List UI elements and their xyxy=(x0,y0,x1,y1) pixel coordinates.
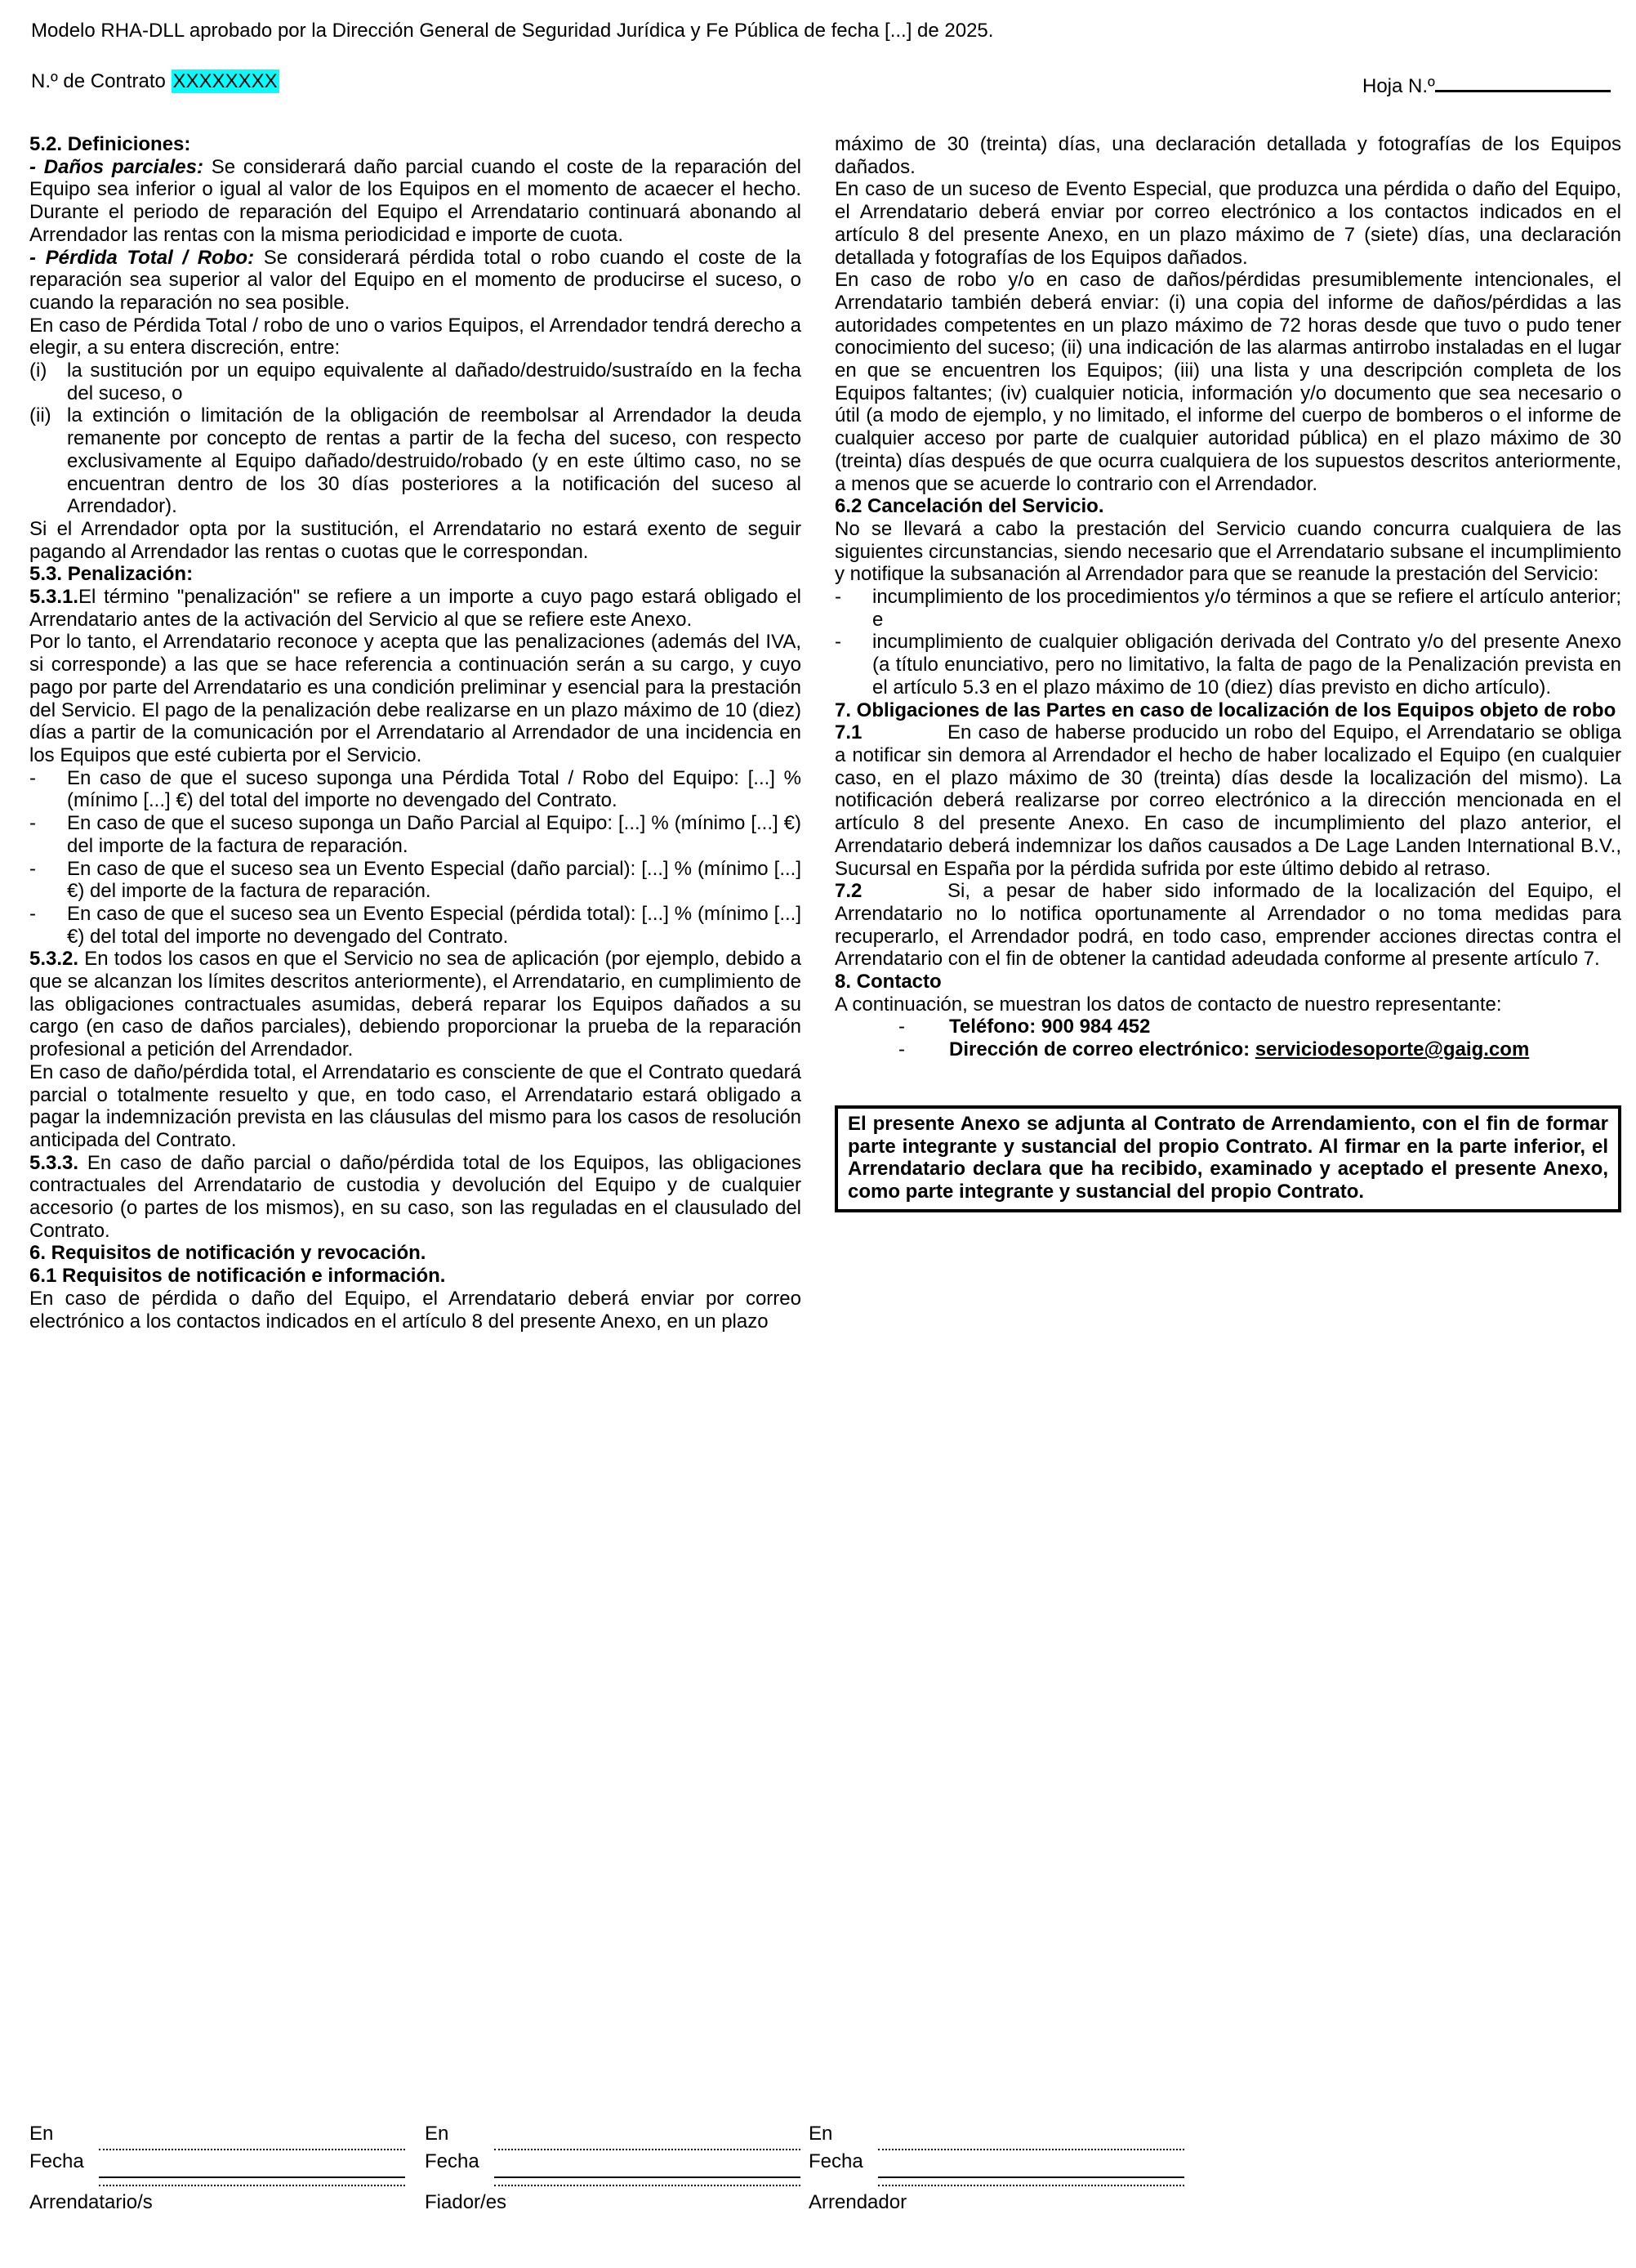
section-heading xyxy=(835,971,1621,993)
text-run: Si el Arrendador opta por la sustitución, el Arrendatario no estará exento de seguir pagando al Arrendador las rentas o cuotas que le correspondan. xyxy=(29,517,801,563)
text-run: 6. Requisitos de notificación y revocación. xyxy=(29,1242,426,1265)
paragraph xyxy=(29,247,801,315)
text-run: 5.2. Definiciones: xyxy=(29,133,191,155)
text-run: En caso de haberse producido un robo del Equipo, el Arrendatario se obliga a notificar sin demora al Arrendador el hecho de haber localizado el Equipo (en cualquier caso, en el plazo máximo de 30 (treinta) días desde la localización del mismo). La notificación deberá realizarse por correo electrónico a la dirección mencionada en el artículo 8 del presente Anexo. En caso de incumplimiento del plazo anterior, el Arrendatario deberá indemnizar los daños causados a De Lage Landen International B.V., Sucursal en España por la pérdida sufrida por este último debido al retraso. xyxy=(835,721,1621,880)
text-run: En caso de que el suceso sea un Evento Especial (daño parcial): [...] % (mínimo [...] €) del importe de la factura de reparación. xyxy=(67,857,801,903)
text-run: la sustitución por un equipo equivalente al dañado/destruido/sustraído en la fecha del suceso, o xyxy=(67,359,801,404)
date-field[interactable] xyxy=(878,2157,1184,2178)
approval-line: Modelo RHA-DLL aprobado por la Dirección General de Seguridad Jurídica y Fe Pública de fecha [...] de 2025. xyxy=(31,20,994,42)
list-marker: (i) xyxy=(29,359,47,382)
paragraph xyxy=(835,721,1621,880)
text-run: En caso de daño/pérdida total, el Arrendatario es consciente de que el Contrato quedará parcial o totalmente resuelto y que, en todo caso, el Arrendatario estará obligado a pagar la indemnización prevista en las cláusulas del mismo para los casos de resolución anticipada del Contrato. xyxy=(29,1060,801,1151)
date-label: Fecha xyxy=(809,2150,863,2172)
date-field[interactable] xyxy=(494,2157,800,2178)
list-item xyxy=(29,903,801,948)
text-run: máximo de 30 (treinta) días, una declaración detallada y fotografías de los Equipos dañados. xyxy=(835,133,1621,178)
signature-rule xyxy=(878,2178,1184,2186)
sheet-number-field[interactable] xyxy=(1435,70,1611,92)
list-item xyxy=(29,858,801,903)
place-label: En xyxy=(425,2123,449,2145)
list-item xyxy=(29,767,801,812)
date-label: Fecha xyxy=(425,2150,479,2172)
signature-block-fiador xyxy=(425,2123,810,2214)
text-run: - Pérdida Total / Robo: xyxy=(29,246,264,269)
section-heading xyxy=(29,133,801,156)
text-run: 8. Contacto xyxy=(835,971,942,993)
text-run: - Daños parciales: xyxy=(29,155,212,178)
text-run: Teléfono: 900 984 452 xyxy=(949,1016,1151,1038)
text-run: En caso de que el suceso sea un Evento Especial (pérdida total): [...] % (mínimo [...] €) del total del importe no devengado del Contrato. xyxy=(67,902,801,948)
list-marker: - xyxy=(835,586,841,609)
section-heading xyxy=(29,1242,801,1265)
place-field[interactable] xyxy=(99,2124,405,2150)
paragraph xyxy=(29,315,801,359)
date-field[interactable] xyxy=(99,2157,405,2178)
list-marker: - xyxy=(835,631,841,654)
party-label: Fiador/es xyxy=(425,2191,507,2213)
section-heading xyxy=(29,1265,801,1288)
list-item xyxy=(835,586,1621,631)
paragraph xyxy=(29,156,801,247)
text-run: En caso de un suceso de Evento Especial, que produzca una pérdida o daño del Equipo, el Arrendatario deberá enviar por correo electrónico a los contactos indicados en el artículo 8 del presente Anexo, en un plazo máximo de 7 (siete) días, una declaración detallada y fotografías de los Equipos dañados. xyxy=(835,178,1621,269)
text-run: En todos los casos en que el Servicio no sea de aplicación (por ejemplo, debido a que se alcanzan los límites descritos anteriormente), el Arrendatario, en cumplimiento de las obligaciones contractuales asumidas, deberá reparar los Equipos dañados a su cargo (en caso de daños parciales), debiendo proporcionar la prueba de la reparación profesional a petición del Arrendador. xyxy=(29,948,802,1061)
paragraph xyxy=(29,1288,801,1333)
place-label: En xyxy=(29,2123,54,2145)
text-run: 5.3. Penalización: xyxy=(29,563,194,586)
text-run: Se considerará daño parcial cuando el coste de la reparación del Equipo sea inferior o igual al valor de los Equipos en el momento de acaecer el hecho. Durante el periodo de reparación del Equipo el Arrendatario continuará abonando al Arrendador las rentas con la misma periodicidad e importe de cuota. xyxy=(29,155,801,246)
paragraph xyxy=(835,993,1621,1016)
contract-number-highlight[interactable]: XXXXXXXX xyxy=(172,70,278,92)
signature-rule xyxy=(99,2178,405,2186)
place-row xyxy=(425,2123,810,2150)
section-heading xyxy=(29,563,801,586)
paragraph xyxy=(835,269,1621,495)
paragraph xyxy=(29,1061,801,1152)
paragraph xyxy=(29,948,801,1061)
list-item xyxy=(835,1016,1621,1038)
text-run: 6.1 Requisitos de notificación e información. xyxy=(29,1265,446,1288)
list-marker: - xyxy=(898,1016,905,1038)
text-run: 5.3.3. xyxy=(29,1151,87,1174)
paragraph xyxy=(835,880,1621,971)
list-item xyxy=(835,631,1621,699)
text-run: A continuación, se muestran los datos de contacto de nuestro representante: xyxy=(835,993,1502,1016)
text-run: El término "penalización" se refiere a un importe a cuyo pago estará obligado el Arrendatario antes de la activación del Servicio al que se refiere este Anexo. xyxy=(29,586,801,631)
list-marker: - xyxy=(29,812,36,835)
place-label: En xyxy=(809,2123,833,2145)
notice-box xyxy=(835,1105,1621,1212)
text-run: incumplimiento de los procedimientos y/o términos a que se refiere el artículo anterior; e xyxy=(872,586,1621,631)
place-field[interactable] xyxy=(494,2124,800,2150)
right-column xyxy=(835,133,1621,1212)
text-run: En caso de robo y/o en caso de daños/pérdidas presumiblemente intencionales, el Arrendatario también deberá enviar: (i) una copia del informe de daños/pérdidas a las autoridades competentes en un plazo máximo de 72 horas desde que tuvo o pudo tener conocimiento del suceso; (ii) una indicación de las alarmas antirrobo instaladas en el lugar en que se encuentren los Equipos; (iii) una lista y una descripción completa de los Equipos faltantes; (iv) cualquier noticia, información y/o documento que sea necesario o útil (a modo de ejemplo, y no limitado, el informe del cuerpo de bomberos o el informe de cualquier acceso por parte de cualquier autoridad pública) en el plazo máximo de 30 (treinta) días después de que ocurra cualquiera de los supuestos descritos anteriormente, a menos que se acuerde lo contrario con el Arrendador. xyxy=(835,269,1621,495)
date-row xyxy=(425,2150,810,2178)
text-run: En caso de daño parcial o daño/pérdida total de los Equipos, las obligaciones contractuales del Arrendatario de custodia y devolución del Equipo y de cualquier accesorio (o partes de los mismos), en su caso, son las reguladas en el clausulado del Contrato. xyxy=(29,1151,801,1242)
signature-rule xyxy=(494,2178,800,2186)
date-row xyxy=(809,2150,1194,2178)
text-run: la extinción o limitación de la obligación de reembolsar al Arrendador la deuda remanente por concepto de rentas a partir de la fecha del suceso, con respecto exclusivamente al Equipo dañado/destruido/robado (y en este último caso, no se encuentran dentro de los 30 días posteriores a la notificación del suceso al Arrendador). xyxy=(67,404,801,518)
date-label: Fecha xyxy=(29,2150,84,2172)
text-run: 5.3.2. xyxy=(29,948,85,971)
list-item xyxy=(29,404,801,518)
date-row xyxy=(29,2150,415,2178)
signature-block-arrendador xyxy=(809,2123,1194,2214)
text-run: El presente Anexo se adjunta al Contrato de Arrendamiento, con el fin de formar parte integrante y sustancial del propio Contrato. Al firmar en la parte inferior, el Arrendatario declara que ha recibido, examinado y aceptado el presente Anexo, como parte integrante y sustancial del propio Contrato. xyxy=(848,1112,1608,1203)
text-run: 7. Obligaciones de las Partes en caso de localización de los Equipos objeto de robo xyxy=(835,699,1616,721)
paragraph xyxy=(29,586,801,631)
signature-block-arrendatario xyxy=(29,2123,415,2214)
party-label: Arrendador xyxy=(809,2191,907,2213)
sheet-number-label: Hoja N.º xyxy=(1362,75,1435,97)
place-row xyxy=(29,2123,415,2150)
contract-number-label: N.º de Contrato xyxy=(31,70,172,92)
paragraph xyxy=(835,178,1621,269)
paragraph xyxy=(835,518,1621,586)
list-item xyxy=(835,1038,1621,1061)
text-run: No se llevará a cabo la prestación del Servicio cuando concurra cualquiera de las siguientes circunstancias, siendo necesario que el Arrendatario subsane el incumplimiento y notifique la subsanación al Arrendador para que se reanude la prestación del Servicio: xyxy=(835,517,1621,586)
text-run: En caso de que el suceso suponga una Pérdida Total / Robo del Equipo: [...] % (mínimo [...] €) del total del importe no devengado del Contrato. xyxy=(67,766,801,812)
email-link[interactable]: serviciodesoporte@gaig.com xyxy=(1255,1038,1530,1061)
text-run: En caso de que el suceso suponga un Daño Parcial al Equipo: [...] % (mínimo [...] €) del importe de la factura de reparación. xyxy=(67,812,801,857)
text-run: Por lo tanto, el Arrendatario reconoce y acepta que las penalizaciones (además del IVA, si corresponde) a las que se hace referencia a continuación serán a su cargo, y cuyo pago por parte del Arrendatario es una condición preliminar y esencial para la prestación del Servicio. El pago de la penalización debe realizarse en un plazo máximo de 10 (diez) días a partir de la comunicación por el Arrendatario al Arrendador de una incidencia en los Equipos que esté cubierta por el Servicio. xyxy=(29,631,801,766)
section-heading xyxy=(835,699,1621,722)
place-row xyxy=(809,2123,1194,2150)
text-run: En caso de Pérdida Total / robo de uno o varios Equipos, el Arrendador tendrá derecho a elegir, a su entera discreción, entre: xyxy=(29,314,801,359)
left-column xyxy=(29,133,801,1333)
list-marker: (ii) xyxy=(29,404,51,427)
text-run: 6.2 Cancelación del Servicio. xyxy=(835,495,1104,518)
text-run: incumplimiento de cualquier obligación derivada del Contrato y/o del presente Anexo (a título enunciativo, pero no limitativo, la falta de pago de la Penalización prevista en el artículo 5.3 en el plazo máximo de 10 (diez) días previsto en dicho artículo). xyxy=(872,631,1621,699)
list-item xyxy=(29,812,801,857)
place-field[interactable] xyxy=(878,2124,1184,2150)
clause-number: 7.1 xyxy=(835,721,863,744)
paragraph xyxy=(29,631,801,766)
clause-number: 7.2 xyxy=(835,880,863,903)
list-marker: - xyxy=(898,1038,905,1061)
text-run: Se considerará pérdida total o robo cuando el coste de la reparación sea superior al valor del Equipo en el momento de producirse el suceso, o cuando la reparación no sea posible. xyxy=(29,246,801,314)
contract-number-row xyxy=(31,70,279,93)
section-heading xyxy=(835,495,1621,518)
text-run: Dirección de correo electrónico: xyxy=(949,1038,1255,1061)
text-run: En caso de pérdida o daño del Equipo, el Arrendatario deberá enviar por correo electrónico a los contactos indicados en el artículo 8 del presente Anexo, en un plazo xyxy=(29,1287,801,1333)
list-marker: - xyxy=(29,766,36,789)
text-run: Si, a pesar de haber sido informado de la localización del Equipo, el Arrendatario no lo notifica oportunamente al Arrendador o no toma medidas para recuperarlo, el Arrendador podrá, en todo caso, emprender acciones directas contra el Arrendatario con el fin de obtener la cantidad adeudada conforme al presente artículo 7. xyxy=(835,880,1621,971)
list-marker: - xyxy=(29,902,36,925)
paragraph xyxy=(835,133,1621,178)
text-run: 5.3.1. xyxy=(29,586,79,609)
paragraph xyxy=(29,1152,801,1243)
sheet-number-row xyxy=(1362,70,1611,98)
party-label: Arrendatario/s xyxy=(29,2191,153,2213)
list-marker: - xyxy=(29,857,36,880)
list-item xyxy=(29,359,801,404)
paragraph xyxy=(29,518,801,563)
